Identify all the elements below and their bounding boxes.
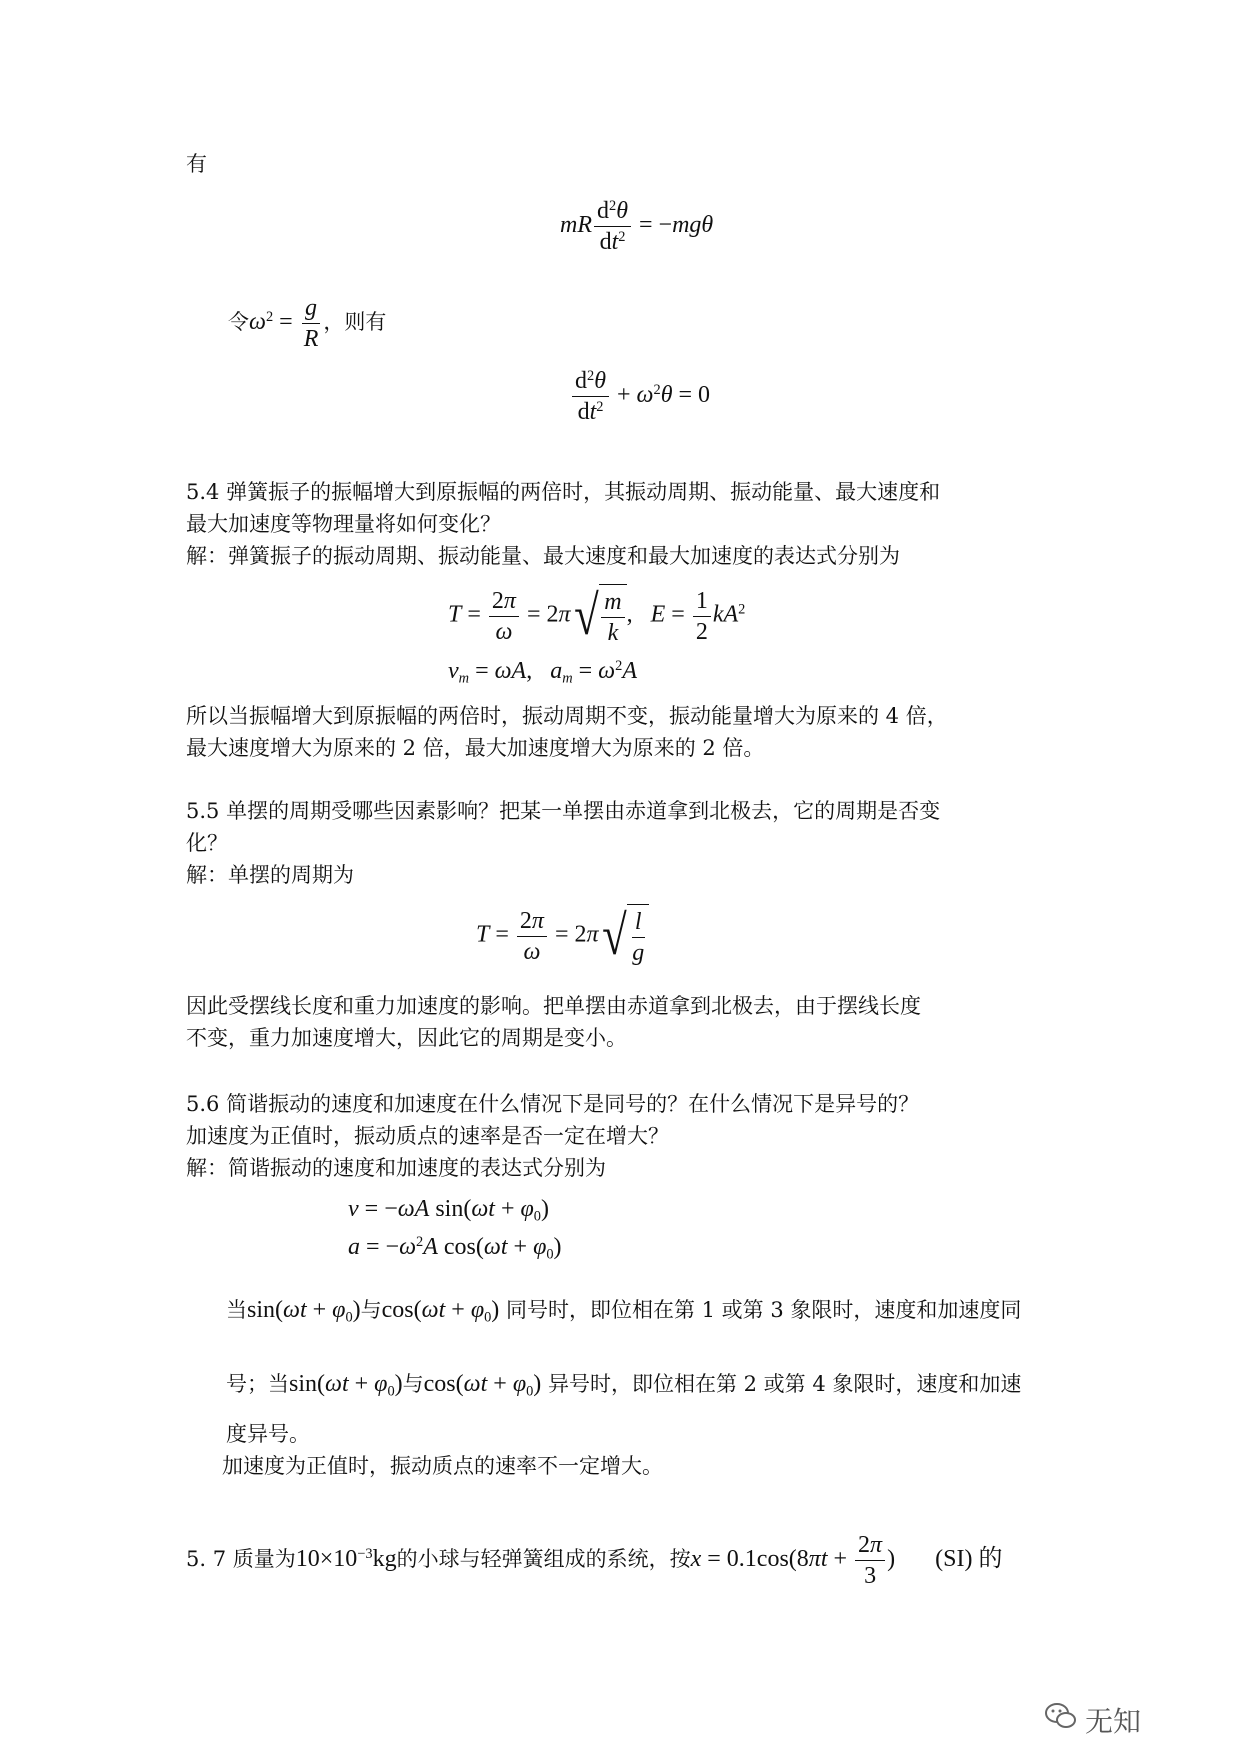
equation-velocity: v = −ωA $\sin(\omega t + \varphi_0)$ — [348, 1196, 549, 1225]
equation-pendulum-period: T = $\frac{2\pi}{\omega}$ = 2π √ $\frac{l}{g}$ — [476, 904, 649, 968]
wechat-icon — [1045, 1702, 1077, 1730]
text-let-omega: 令$\omega^2$ = $\frac{g}{R}$ ，则有 — [228, 295, 387, 352]
equation-motion: mR $\frac{d^2\theta}{dt^2}$ = −mgθ — [560, 198, 714, 255]
equation-period-energy: T = $\frac{2\pi}{\omega}$ = 2π √ $\frac{m}{k}$ , E = $\frac{1}{2}$ $kA^2$ — [448, 585, 746, 647]
equation-max-velocity-acceleration: $v_m = \omega A$, $a_m = \omega^2A$ — [448, 658, 637, 687]
solution-5-5-line1: 因此受摆线长度和重力加速度的影响。把单摆由赤道拿到北极去，由于摆线长度 — [186, 994, 921, 1018]
solution-5-6-diff-sign: 号；当$\sin(\omega t + \varphi_0)$与$\cos(\omega t + \varphi_0)$ 异号时，即位相在第 2 或第 4 象限时，速度和加速 — [226, 1371, 1022, 1400]
question-5-4-line1: 5.4 弹簧振子的振幅增大到原振幅的两倍时，其振动周期、振动能量、最大速度和 — [186, 480, 941, 504]
text-you: 有 — [186, 152, 207, 176]
solution-5-4-line2: 最大速度增大为原来的 2 倍，最大加速度增大为原来的 2 倍。 — [186, 736, 765, 760]
equation-acceleration: $a = -\omega^2A$ $\cos(\omega t + \varphi_0)$ — [348, 1234, 562, 1263]
solution-5-5-line2: 不变，重力加速度增大，因此它的周期是变小。 — [186, 1026, 627, 1050]
solution-5-4-line1: 所以当振幅增大到原振幅的两倍时，振动周期不变，振动能量增大为原来的 4 倍， — [186, 704, 948, 728]
question-5-5-line1: 5.5 单摆的周期受哪些因素影响？把某一单摆由赤道拿到北极去，它的周期是否变 — [186, 799, 941, 823]
solution-5-4-intro: 解：弹簧振子的振动周期、振动能量、最大速度和最大加速度的表达式分别为 — [186, 544, 900, 568]
solution-5-5-intro: 解：单摆的周期为 — [186, 863, 354, 887]
question-5-4-line2: 最大加速度等物理量将如何变化？ — [186, 512, 501, 536]
question-5-7: 5. 7 质量为$10\times 10^{-3}kg$的小球与轻弹簧组成的系统，按x = 0.1cos(8πt + $\frac{2\pi}{3}$ ) (SI) 的 — [186, 1532, 1003, 1589]
solution-5-6-same-sign: 当$\sin(\omega t + \varphi_0)$与$\cos(\omega t + \varphi_0)$ 同号时，即位相在第 1 或第 3 象限时，速度和加速度同 — [226, 1297, 1022, 1326]
solution-5-6-du: 度异号。 — [226, 1422, 310, 1446]
question-5-6-line2: 加速度为正值时，振动质点的速率是否一定在增大？ — [186, 1124, 669, 1148]
watermark: 无知 — [1085, 1705, 1142, 1738]
equation-shm: $\frac{d^2\theta}{dt^2}$ + $\omega^2\theta = 0$ — [570, 366, 710, 427]
solution-5-6-last: 加速度为正值时，振动质点的速率不一定增大。 — [222, 1454, 663, 1478]
solution-5-6-intro: 解：简谐振动的速度和加速度的表达式分别为 — [186, 1156, 606, 1180]
question-5-6-line1: 5.6 简谐振动的速度和加速度在什么情况下是同号的？在什么情况下是异号的？ — [186, 1092, 920, 1116]
question-5-5-line2: 化？ — [186, 831, 228, 855]
